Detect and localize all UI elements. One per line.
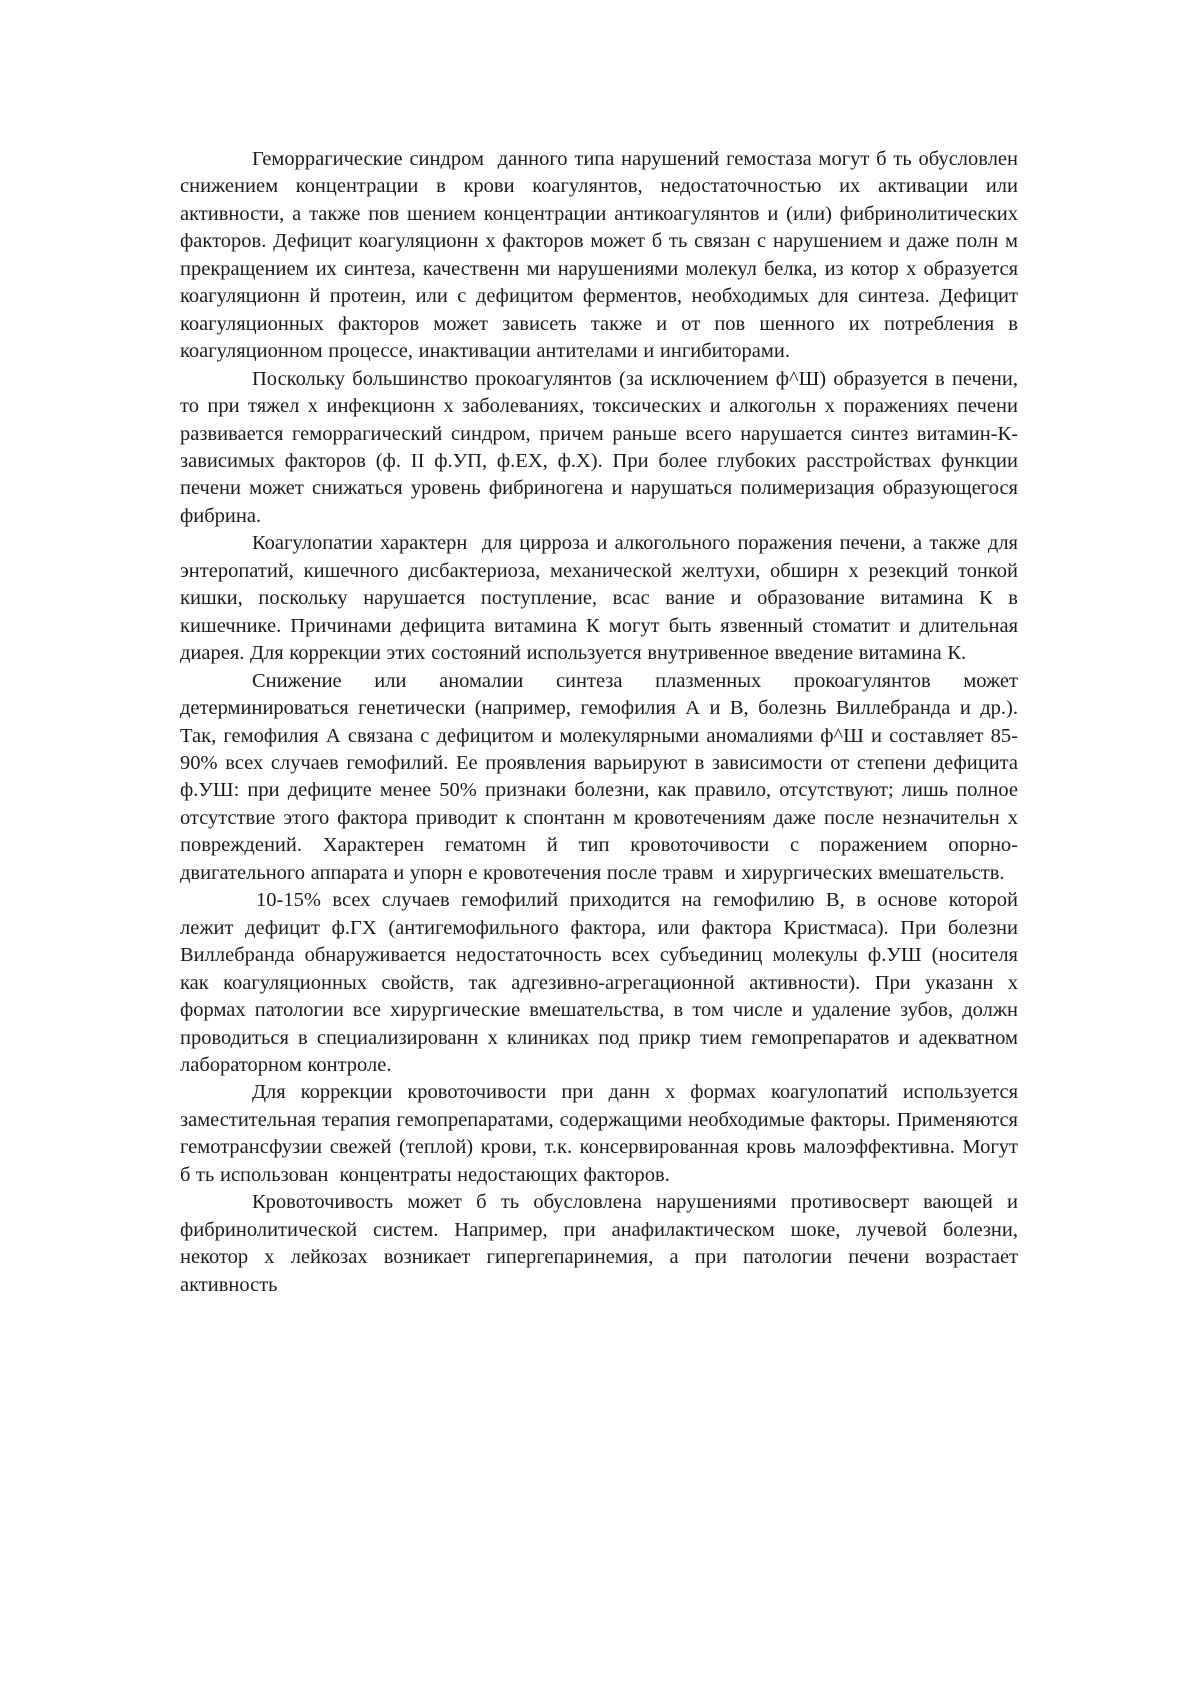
- paragraph-hemophilia-b: 10-15% всех случаев гемофилий приходится на гемофилию В, в основе которой лежит дефицит ф.ГХ (антигемофильного фактора, или фактора Кристмаса). При болезни Виллебранда обнаруживается недостаточность всех субъединиц молекулы ф.УШ (носителя как коагуляционных свойств, так адгезивно-агрегационной активности). При указанн х формах патологии все хирургические вмешательства, в том числе и удаление зубов, должн проводиться в специализированн х клиниках под прикр тием гемопрепаратов и адекватном лабораторном контроле.: [180, 889, 1030, 1076]
- paragraph-replacement-therapy: Для коррекции кровоточивости при данн х формах коагулопатий используется заместительная терапия гемопрепаратами, содержащими необходимые факторы. Применяются гемотрансфузии свежей (теплой) крови, т.к. консервированная кровь малоэффективна. Могут б ть использован концентраты недостающих факторов.: [180, 1081, 1024, 1186]
- paragraph-hemorrhagic-syndrome: Геморрагические синдром данного типа нарушений гемостаза могут б ть обусловлен снижением концентрации в крови коагулянтов, недостаточностью их активации или активности, а также пов шением концентрации антикоагулянтов и (или) фибринолитических факторов. Дефицит коагуляционн х факторов может б ть связан с нарушением и даже полн м прекращением их синтеза, качественн ми нарушениями молекул белка, из котор х образуется коагуляционн й протеин, или с дефицитом ферментов, необходимых для синтеза. Дефицит коагуляционных факторов может зависеть также и от пов шенного их потребления в коагуляционном процессе, инактивации антителами и ингибиторами.: [180, 148, 1030, 363]
- paragraph-liver-procoagulants: Поскольку большинство прокоагулянтов (за исключением ф^Ш) образуется в печени, то при тяжел х инфекционн х заболеваниях, токсических и алкогольн х поражениях печени развивается геморрагический синдром, причем раньше всего нарушается синтез витамин-К-зависимых факторов (ф. II ф.УП, ф.ЕХ, ф.Х). При более глубоких расстройствах функции печени может снижаться уровень фибриногена и нарушаться полимеризация образующегося фибрина.: [180, 367, 1024, 527]
- paragraph-anticoagulant-systems: Кровоточивость может б ть обусловлена нарушениями противосверт вающей и фибринолитической систем. Например, при анафилактическом шоке, лучевой болезни, некотор х лейкозах возникает гипергепаринемия, а при патологии печени возрастает активность: [180, 1191, 1024, 1296]
- paragraph-coagulopathies-vitamin-k: Коагулопатии характерн для цирроза и алкогольного поражения печени, а также для энтеропатий, кишечного дисбактериоза, механической желтухи, обширн х резекций тонкой кишки, поскольку нарушается поступление, всас вание и образование витамина К в кишечнике. Причинами дефицита витамина К могут быть язвенный стоматит и длительная диарея. Для коррекции этих состояний используется внутривенное введение витамина К.: [180, 532, 1024, 665]
- body-text: [180, 146, 1030, 1299]
- paragraph-hemophilia-a: Снижение или аномалии синтеза плазменных прокоагулянтов может детерминироваться генетически (например, гемофилия А и В, болезнь Виллебранда и др.). Так, гемофилия А связана с дефицитом и молекулярными аномалиями ф^Ш и составляет 85-90% всех случаев гемофилий. Ее проявления варьируют в зависимости от степени дефицита ф.УШ: при дефиците менее 50% признаки болезни, как правило, отсутствуют; лишь полное отсутствие этого фактора приводит к спонтанн м кровотечениям даже после незначительн х повреждений. Характерен гематомн й тип кровоточивости с поражением опорно-двигательного аппарата и упорн е кровотечения после травм и хирургических вмешательств.: [180, 669, 1024, 884]
